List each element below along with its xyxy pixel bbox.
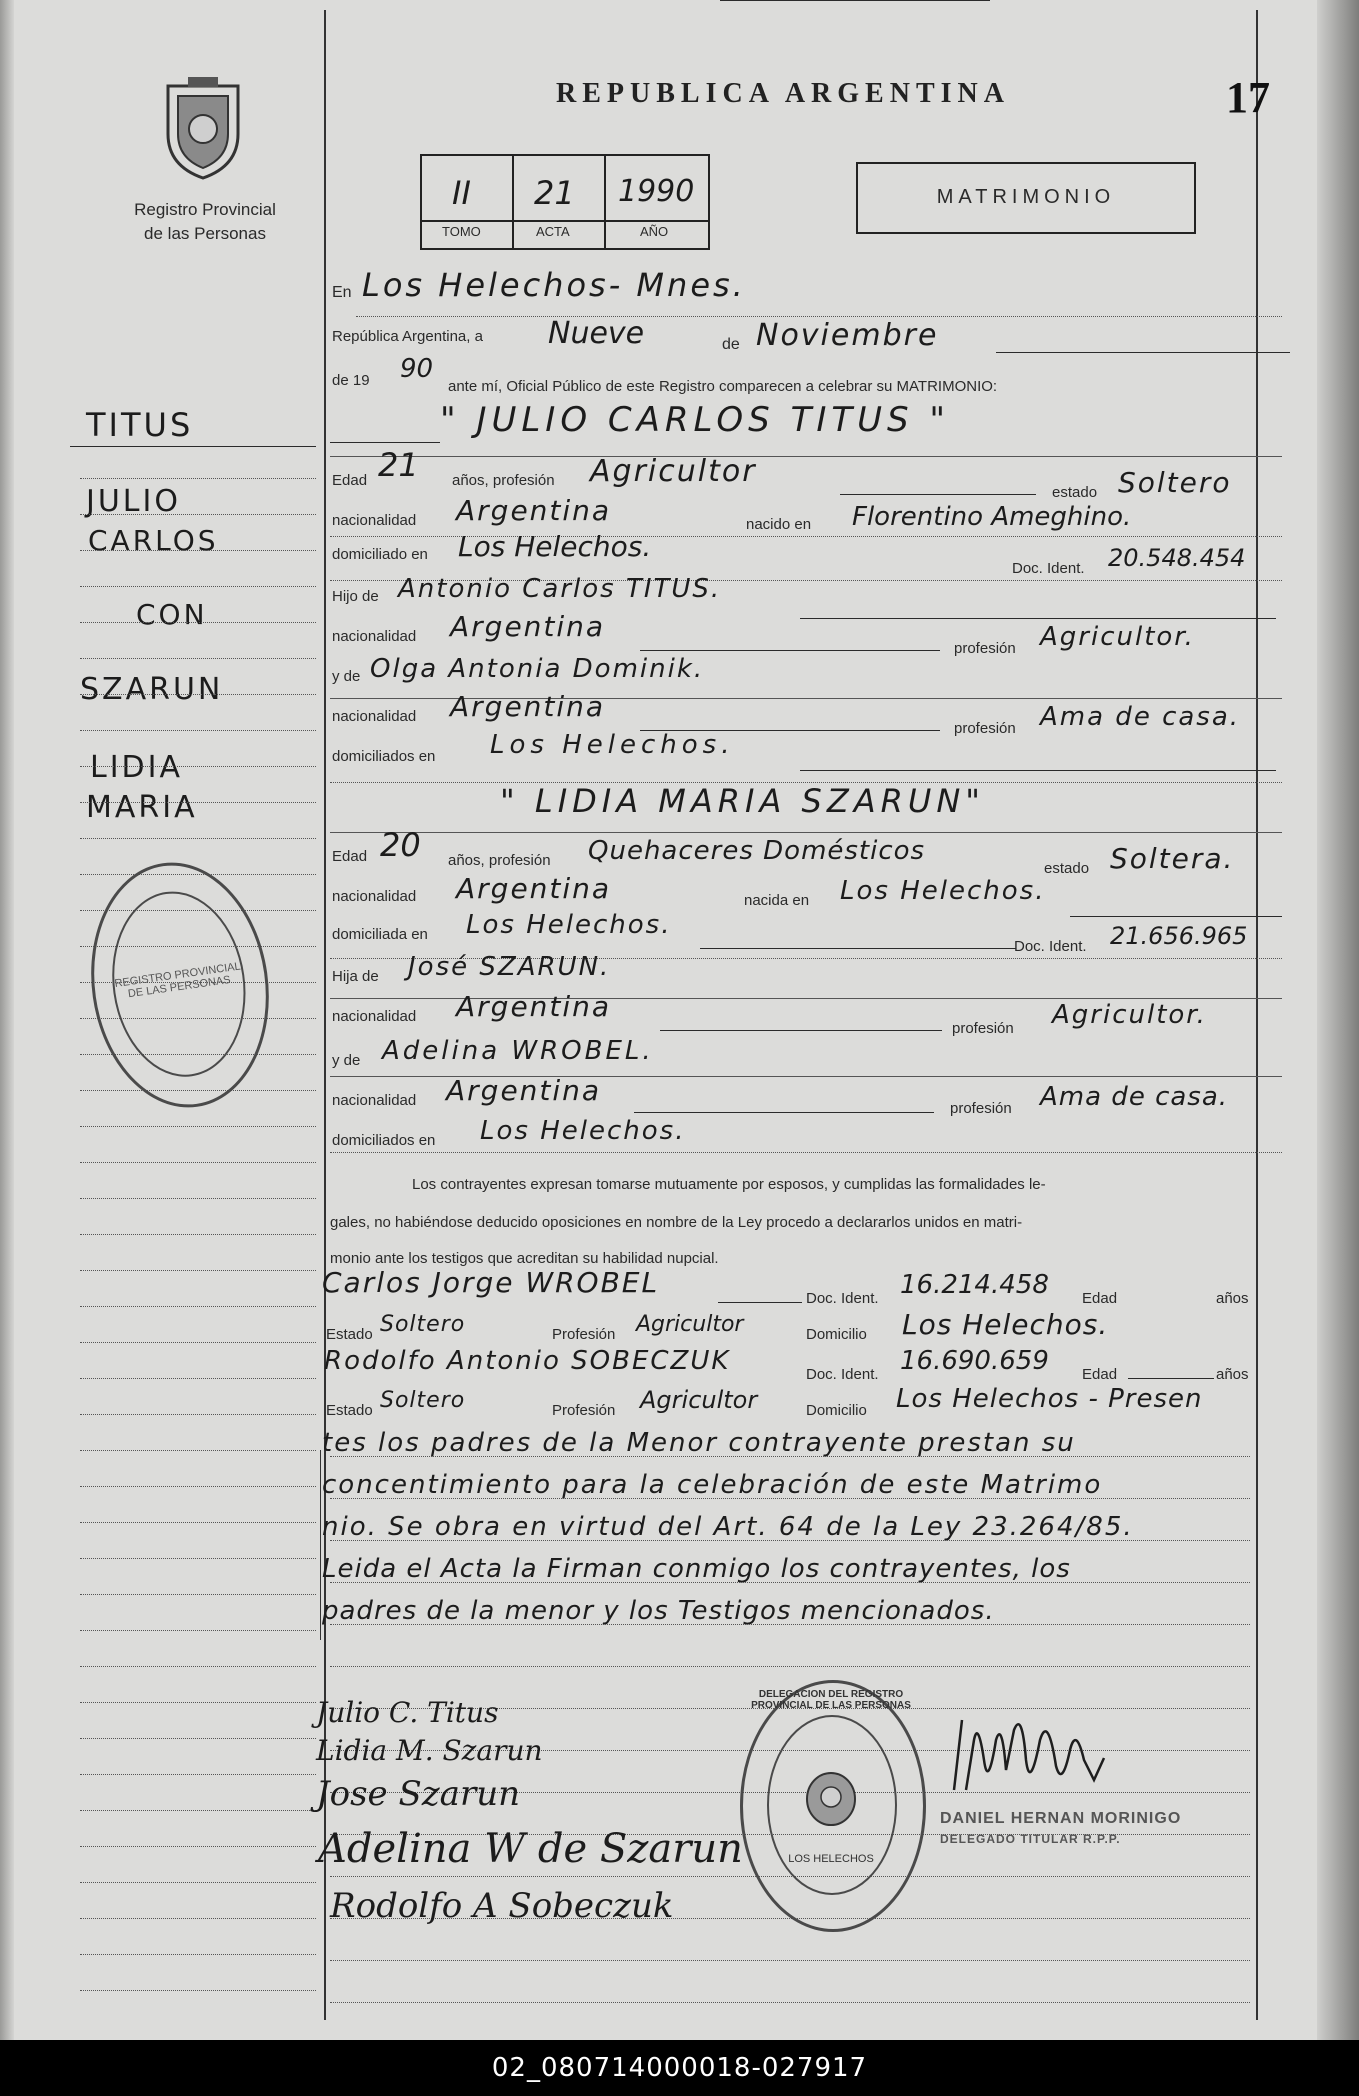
margin-rule [80,1522,316,1523]
witness2-estado-label: Estado [326,1402,373,1419]
witness1-estado-label: Estado [326,1326,373,1343]
province-seal-icon [158,74,248,182]
margin-rule [80,1774,316,1775]
groom-estado-label: estado [1052,484,1098,501]
margin-surname-bride: SZARUN [80,672,224,707]
groom-doc: 20.548.454 [1108,544,1246,572]
margin-con: CON [136,598,208,631]
acta-label: ACTA [536,224,570,239]
registry-line1: Registro Provincial [134,200,276,219]
bride-edad-label: Edad [332,848,368,865]
place-value: Los Helechos- Mnes. [362,266,746,304]
groom-mother: Olga Antonia Dominik. [370,654,705,684]
witness1-domicilio: Los Helechos. [902,1308,1109,1341]
rule [800,770,1276,771]
rule [660,1030,942,1031]
margin-rule [80,1846,316,1847]
groom-age: 21 [378,446,419,484]
margin-rule [80,1414,316,1415]
bride-age: 20 [380,826,421,864]
declaration-line2: gales, no habiéndose deducido oposiciones en nombre de la Ley procedo a declararlos unidos en matri- [330,1214,1023,1231]
groom-father-nat-label: nacionalidad [332,628,417,645]
margin-rule [80,766,316,767]
margin-rule [80,1558,316,1559]
witness1-profesion: Agricultor [636,1312,744,1337]
bride-parents-dom: Los Helechos. [480,1116,686,1146]
witness2-estado: Soltero [380,1388,466,1413]
margin-rule [80,1378,316,1379]
witness1-anos-label: años [1216,1290,1249,1307]
margin-rule [80,658,316,659]
bride-mother-nat-label: nacionalidad [332,1092,417,1109]
witness2-domicilio-label: Domicilio [806,1402,867,1419]
groom-y-de-label: y de [332,668,361,685]
groom-father: Antonio Carlos TITUS. [398,574,722,604]
margin-rule [80,1342,316,1343]
groom-mother-prof: Ama de casa. [1040,702,1241,732]
note-line-2: concentimiento para la celebración de este Matrimo [322,1470,1103,1500]
groom-father-prof-label: profesión [954,640,1016,657]
groom-estado: Soltero [1118,466,1232,499]
groom-anos-profesion-label: años, profesión [452,472,555,489]
en-label: En [332,284,352,301]
margin-rule [80,1126,316,1127]
witness1-edad-label: Edad [1082,1290,1118,1307]
bride-nacionalidad-label: nacionalidad [332,888,417,905]
margin-given-groom-a: JULIO [86,484,181,519]
declaration-line1: Los contrayentes expresan tomarse mutuamente por esposos, y cumplidas las formalidades le- [412,1176,1046,1193]
right-stamp-inner-text: LOS HELECHOS [788,1853,874,1865]
margin-rule [80,730,316,731]
margin-rule [80,694,316,695]
groom-name: " JULIO CARLOS TITUS " [440,400,951,440]
rule [640,650,940,651]
margin-rule [80,1450,316,1451]
bride-doc-label: Doc. Ident. [1014,938,1087,955]
margin-given-bride-b: MARIA [86,790,198,825]
margin-rule [80,1990,316,1991]
bride-domiciliada-label: domiciliada en [332,926,428,943]
groom-domiciliados-label: domiciliados en [332,748,436,765]
groom-mother-prof-label: profesión [954,720,1016,737]
year-suffix: 90 [400,354,434,384]
bride-mother-prof: Ama de casa. [1040,1082,1229,1112]
witness1-doc-label: Doc. Ident. [806,1290,879,1307]
groom-birthplace: Florentino Ameghino. [852,502,1132,532]
note-line-3: nio. Se obra en virtud del Art. 64 de la Ley 23.264/85. [322,1512,1134,1542]
registry-line2: de las Personas [144,224,266,243]
bride-doc: 21.656.965 [1110,922,1248,950]
margin-rule [80,1594,316,1595]
official-signature-icon [944,1700,1144,1810]
note-rule [330,1624,1250,1625]
day-value: Nueve [548,316,645,351]
witness2-edad-label: Edad [1082,1366,1118,1383]
bride-father: José SZARUN. [408,952,611,982]
bride-domiciliados-label: domiciliados en [332,1132,436,1149]
footer-id: 02_080714000018-027917 [0,2040,1359,2096]
rule [800,618,1276,619]
right-frame-line [1256,10,1258,2020]
margin-rule [80,1882,316,1883]
signature-2: Lidia M. Szarun [316,1734,543,1767]
margin-given-bride-a: LIDIA [90,750,184,785]
rule [330,456,1282,457]
month-value: Noviembre [756,318,939,353]
witness2-profesion: Agricultor [640,1386,758,1414]
margin-rule [80,1810,316,1811]
rule [330,1152,1282,1153]
groom-hijo-label: Hijo de [332,588,379,605]
tomo-label: TOMO [442,224,481,239]
delegation-stamp [740,1680,926,1932]
bride-father-prof-label: profesión [952,1020,1014,1037]
bride-hija-label: Hija de [332,968,379,985]
witness2-doc-label: Doc. Ident. [806,1366,879,1383]
margin-rule [80,1738,316,1739]
official-name: DANIEL HERNAN MORINIGO [940,1810,1182,1827]
rule [1070,916,1282,917]
bride-birthplace: Los Helechos. [840,876,1046,906]
witness2-doc: 16.690.659 [900,1346,1049,1376]
margin-rule [80,802,316,803]
signature-4: Adelina W de Szarun [318,1826,743,1872]
rule [1128,1378,1214,1379]
margin-rule [80,1198,316,1199]
groom-nacionalidad-label: nacionalidad [332,512,417,529]
margin-rule [80,514,316,515]
margin-rule [80,1918,316,1919]
bride-nationality: Argentina [456,872,612,905]
signature-1: Julio C. Titus [316,1696,499,1729]
bride-profession: Quehaceres Domésticos [588,836,926,866]
margin-rule [80,838,316,839]
rule [356,316,1282,317]
bride-anos-profesion-label: años, profesión [448,852,551,869]
bride-estado: Soltera. [1110,842,1235,875]
margin-rule [80,622,316,623]
note-rule [330,1456,1250,1457]
note-rule [330,1498,1250,1499]
official-title: DELEGADO TITULAR R.P.P. [940,1832,1121,1846]
note-rule [330,1960,1250,1961]
margin-rule [80,1162,316,1163]
vertical-bracket [320,1450,321,1640]
margin-rule [80,478,316,479]
country-title: REPUBLICA ARGENTINA [556,78,1010,109]
signature-5: Rodolfo A Sobeczuk [330,1886,674,1926]
witness2-anos-label: años [1216,1366,1249,1383]
rule [840,494,1036,495]
groom-domicile: Los Helechos. [458,530,652,563]
year-prefix: de 19 [332,372,370,389]
margin-rule [80,1954,316,1955]
registry-stamp-left [76,851,285,1119]
margin-surname-groom: TITUS [86,406,194,444]
margin-given-groom-b: CARLOS [88,524,219,557]
margin-rule [80,586,316,587]
bride-father-nat-label: nacionalidad [332,1008,417,1025]
page-number: 17 [1226,73,1270,122]
republica-label: República Argentina, a [332,328,483,345]
margin-rule [80,550,316,551]
bride-mother: Adelina WROBEL. [382,1036,654,1066]
signature-3: Jose Szarun [316,1774,520,1814]
witness1-estado: Soltero [380,1312,466,1337]
margin-rule [80,1270,316,1271]
ante-text: ante mí, Oficial Público de este Registro comparecen a celebrar su MATRIMONIO: [448,378,998,395]
witness2-profesion-label: Profesión [552,1402,616,1419]
book-edge [1317,0,1359,2040]
margin-rule [80,1702,316,1703]
note-line-4: Leida el Acta la Firman conmigo los contrayentes, los [322,1554,1071,1584]
tomo-value: II [452,174,471,212]
groom-nacido-label: nacido en [746,516,812,533]
witness2-name: Rodolfo Antonio SOBECZUK [324,1346,731,1376]
rule [330,832,1282,833]
document-type-title: MATRIMONIO [936,186,1116,208]
right-stamp-outer-text: DELEGACION DEL REGISTRO PROVINCIAL DE LAS PERSONAS [751,1689,911,1711]
rule [700,948,1016,949]
witness1-name: Carlos Jorge WROBEL [322,1266,660,1299]
note-rule [330,2002,1250,2003]
margin-rule [80,1234,316,1235]
rule [718,1302,802,1303]
groom-nationality: Argentina [456,494,612,527]
bride-nacida-label: nacida en [744,892,810,909]
witness2-domicilio: Los Helechos - Presen [896,1384,1203,1414]
bride-name: " LIDIA MARIA SZARUN" [500,782,985,820]
groom-parents-dom: Los Helechos. [490,730,735,760]
bride-estado-label: estado [1044,860,1090,877]
note-line-1: tes los padres de la Menor contrayente prestan su [322,1428,1076,1458]
groom-father-prof: Agricultor. [1040,622,1195,652]
de-label: de [722,336,740,353]
tomo-acta-box [420,154,710,250]
bride-father-nat: Argentina [456,990,612,1023]
margin-rule [80,1306,316,1307]
matrimonio-box [856,162,1196,234]
groom-doc-label: Doc. Ident. [1012,560,1085,577]
rule [330,442,440,443]
acta-value: 21 [534,174,575,212]
groom-father-nat: Argentina [450,610,606,643]
witness1-doc: 16.214.458 [900,1270,1049,1300]
seal-emblem-icon [803,1769,859,1829]
margin-rule [80,1630,316,1631]
rule [634,1112,934,1113]
witness1-profesion-label: Profesión [552,1326,616,1343]
note-line-5: padres de la menor y los Testigos mencionados. [322,1596,995,1626]
bride-mother-nat: Argentina [446,1074,602,1107]
groom-domiciliado-label: domiciliado en [332,546,428,563]
left-stamp-text: REGISTRO PROVINCIAL DE LAS PERSONAS [113,960,242,1001]
margin-rule [80,1486,316,1487]
witness1-domicilio-label: Domicilio [806,1326,867,1343]
bride-mother-prof-label: profesión [950,1100,1012,1117]
groom-mother-nat-label: nacionalidad [332,708,417,725]
note-rule [330,1666,1250,1667]
rule [996,352,1290,353]
groom-mother-nat: Argentina [450,690,606,723]
groom-profession: Agricultor [590,454,757,489]
ano-value: 1990 [618,174,695,209]
groom-edad-label: Edad [332,472,368,489]
note-rule [330,1540,1250,1541]
bride-domicile: Los Helechos. [466,910,672,940]
margin-rule [70,446,316,447]
margin-rule [80,1666,316,1667]
ano-label: AÑO [640,224,669,239]
rule [720,0,990,1]
declaration-line3: monio ante los testigos que acreditan su habilidad nupcial. [330,1250,719,1267]
note-rule [330,1582,1250,1583]
bride-y-de-label: y de [332,1052,361,1069]
bride-father-prof: Agricultor. [1052,1000,1207,1030]
